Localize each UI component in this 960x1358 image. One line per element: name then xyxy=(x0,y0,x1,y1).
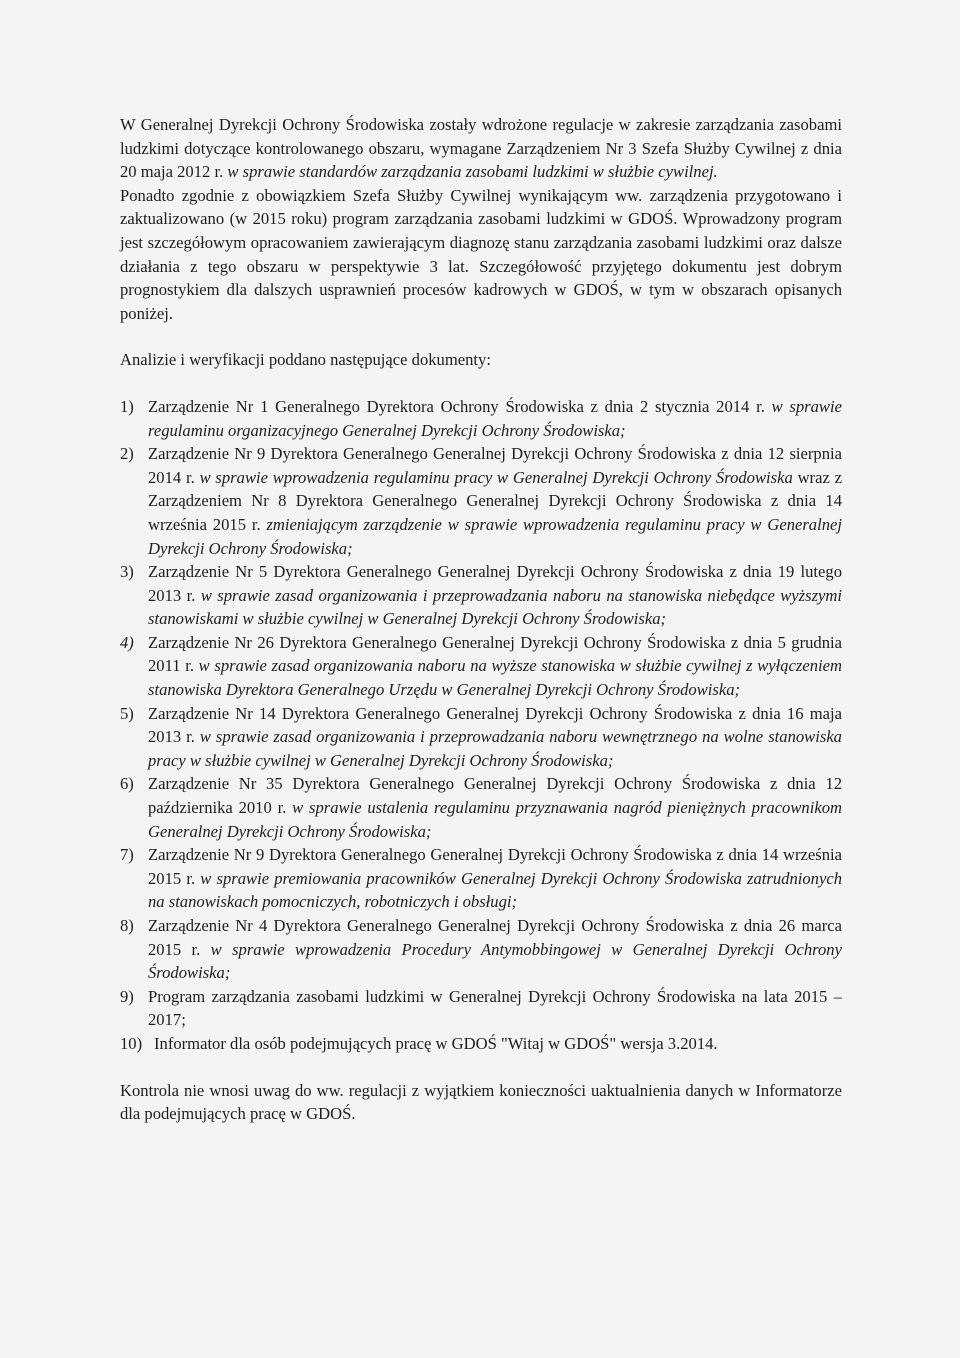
list-item-number: 6) xyxy=(120,774,134,794)
list-item-number: 10) xyxy=(120,1033,143,1053)
list-item-text-2: wraz z Zarządzeniem Nr 8 Dyrektora Generalnego Generalnej Dyrekcji Ochrony Środowiska z dnia 14 września 2015 r. xyxy=(148,467,842,534)
list-item-text: Zarządzenie Nr 1 Generalnego Dyrektora Ochrony Środowiska z dnia 2 stycznia 2014 r. xyxy=(148,396,765,416)
list-item-text: Zarządzenie Nr 4 Dyrektora Generalnego Generalnej Dyrekcji Ochrony Środowiska z dnia 26 marca 2015 r. xyxy=(148,916,842,959)
list-item-number: 1) xyxy=(120,396,134,416)
list-item-title: w sprawie wprowadzenia regulaminu pracy w Generalnej Dyrekcji Ochrony Środowiska xyxy=(199,467,793,487)
list-item-text: Program zarządzania zasobami ludzkimi w Generalnej Dyrekcji Ochrony Środowiska na lata 2015 – 2017; xyxy=(148,986,842,1030)
list-item-number: 4) xyxy=(120,632,134,652)
list-item xyxy=(120,1032,842,1056)
list-item-text: Zarządzenie Nr 5 Dyrektora Generalnego Generalnej Dyrekcji Ochrony Środowiska z dnia 19 lutego 2013 r. xyxy=(148,562,842,605)
list-item-number: 7) xyxy=(120,845,134,865)
list-item xyxy=(120,914,842,985)
intro-italic-title: w sprawie standardów zarządzania zasobami ludzkimi w służbie cywilnej. xyxy=(227,162,718,182)
list-item-number: 9) xyxy=(120,986,134,1006)
list-item xyxy=(120,702,842,773)
list-item-title: w sprawie ustalenia regulaminu przyznawania nagród pieniężnych pracownikom Generalnej Dyrekcji Ochrony Środowiska; xyxy=(148,798,842,841)
list-item-number: 2) xyxy=(120,444,134,464)
list-item-text: Zarządzenie Nr 26 Dyrektora Generalnego Generalnej Dyrekcji Ochrony Środowiska z dnia 5 grudnia 2011 r. xyxy=(148,632,842,676)
list-item-text: Zarządzenie Nr 35 Dyrektora Generalnego Generalnej Dyrekcji Ochrony Środowiska z dnia 12 października 2010 r. xyxy=(148,774,842,818)
program-paragraph: Ponadto zgodnie z obowiązkiem Szefa Służby Cywilnej wynikającym ww. zarządzenia przygotowano i zaktualizowano (w 2015 roku) program zarządzania zasobami ludzkimi w GDOŚ. Wprowadzony program jest szczegółowym opracowaniem zawierającym diagnozę stanu zarządzania zasobami ludzkimi oraz dalsze działania z tego obszaru w perspektywie 3 lat. Szczegółowość przyjętego dokumentu jest dobrym prognostykiem dla dalszych usprawnień procesów kadrowych w GDOŚ, w tym w obszarach opisanych poniżej. xyxy=(120,185,842,323)
list-item xyxy=(120,395,842,442)
list-item-text: Zarządzenie Nr 14 Dyrektora Generalnego Generalnej Dyrekcji Ochrony Środowiska z dnia 16 maja 2013 r. xyxy=(148,703,842,747)
list-intro: Analizie i weryfikacji poddano następujące dokumenty: xyxy=(120,350,491,370)
closing-paragraph: Kontrola nie wnosi uwag do ww. regulacji z wyjątkiem konieczności uaktualnienia danych w Informatorze dla podejmujących pracę w GDOŚ. xyxy=(120,1080,842,1124)
list-item xyxy=(120,772,842,843)
list-item-title: w sprawie zasad organizowania naboru na wyższe stanowiska w służbie cywilnej z wyłączeniem stanowiska Dyrektora Generalnego Urzędu w Generalnej Dyrekcji Ochrony Środowiska; xyxy=(148,656,842,700)
document-list xyxy=(120,395,842,1056)
list-item-number: 8) xyxy=(120,916,134,935)
list-item-text: Informator dla osób podejmujących pracę w GDOŚ "Witaj w GDOŚ" wersja 3.2014. xyxy=(154,1033,718,1053)
list-item-number: 5) xyxy=(120,703,134,723)
list-item-title: w sprawie zasad organizowania i przeprowadzania naboru wewnętrznego na wolne stanowiska pracy w służbie cywilnej w Generalnej Dyrekcji Ochrony Środowiska; xyxy=(148,727,842,770)
list-item-title: w sprawie regulaminu organizacyjnego Generalnej Dyrekcji Ochrony Środowiska; xyxy=(148,396,842,440)
list-item-title-2: zmieniającym zarządzenie w sprawie wprowadzenia regulaminu pracy w Generalnej Dyrekcji Ochrony Środowiska; xyxy=(148,514,842,558)
list-item-number: 3) xyxy=(120,562,134,582)
list-item-title: w sprawie premiowania pracowników Generalnej Dyrekcji Ochrony Środowiska zatrudnionych na stanowiskach pomocniczych, robotniczych i obsługi; xyxy=(148,868,842,912)
list-item-title: w sprawie wprowadzenia Procedury Antymobbingowej w Generalnej Dyrekcji Ochrony Środowiska; xyxy=(148,939,842,983)
list-item xyxy=(120,560,842,631)
list-item xyxy=(120,843,842,914)
list-item xyxy=(120,985,842,1032)
list-item xyxy=(120,442,842,560)
document-body xyxy=(120,113,842,1126)
list-item xyxy=(120,631,842,702)
list-item-text: Zarządzenie Nr 9 Dyrektora Generalnego Generalnej Dyrekcji Ochrony Środowiska z dnia 12 sierpnia 2014 r. xyxy=(148,444,842,487)
list-item-text: Zarządzenie Nr 9 Dyrektora Generalnego Generalnej Dyrekcji Ochrony Środowiska z dnia 14 września 2015 r. xyxy=(148,845,842,888)
list-item-title: w sprawie zasad organizowania i przeprowadzania naboru na stanowiska niebędące wyższymi stanowiskami w służbie cywilnej w Generalnej Dyrekcji Ochrony Środowiska; xyxy=(148,585,842,629)
intro-text: W Generalnej Dyrekcji Ochrony Środowiska zostały wdrożone regulacje w zakresie zarządzania zasobami ludzkimi dotyczące kontrolowanego obszaru, wymagane Zarządzeniem Nr 3 Szefa Służby Cywilnej z dnia 20 maja 2012 r. xyxy=(120,115,842,182)
intro-paragraph xyxy=(120,113,842,184)
